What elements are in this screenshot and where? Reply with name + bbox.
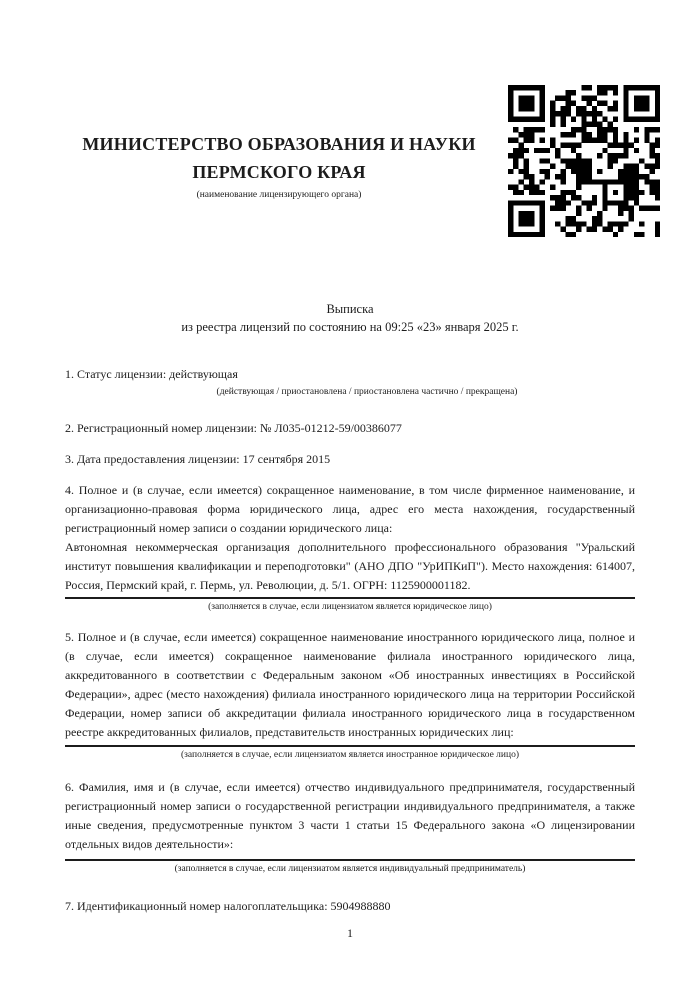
legal-entity-value: Автономная некоммерческая организация дополнительного профессионального образования "Уральский институт повышения квалификации и переподготовки" (АНО ДПО "УрИПКиП"). Место нахождения: 614007, Россия, Пермский край, г. Пермь, ул. Революции, д. 5/1. ОГРН: 1125900001182. (65, 540, 635, 592)
legal-entity-label: 4. Полное и (в случае, если имеется) сокращенное наименование, в том числе фирменное наименование, и организационно-правовая форма юридического лица, адрес его места нахождения, государственный регистрационный номер записи о создании юридического лица: (65, 483, 635, 535)
registration-number-label: 2. Регистрационный номер лицензии: № Л035-01212-59/00386077 (65, 421, 402, 435)
status-options-caption: (действующая / приостановлена / приостановлена частично / прекращена) (216, 387, 518, 397)
foreign-entity-divider (65, 745, 635, 747)
license-status-label: 1. Статус лицензии: действующая (65, 367, 238, 381)
ministry-header (63, 130, 495, 202)
extract-heading (65, 301, 635, 336)
entrepreneur-fill-caption: (заполняется в случае, если лицензиатом является индивидуальный предприниматель) (174, 864, 526, 874)
licensing-authority-caption: (наименование лицензирующего органа) (196, 190, 362, 200)
entrepreneur-divider (65, 859, 635, 861)
entrepreneur-section (65, 778, 635, 875)
grant-date-label: 3. Дата предоставления лицензии: 17 сентября 2015 (65, 452, 331, 466)
legal-entity-section (65, 481, 635, 613)
foreign-entity-section (65, 628, 635, 761)
ministry-name-line2: ПЕРМСКОГО КРАЯ (192, 162, 366, 182)
grant-date-section (65, 451, 635, 467)
inn-label: 7. Идентификационный номер налогоплательщика: 5904988880 (65, 899, 391, 913)
items-list (65, 366, 635, 914)
extract-title: Выписка (326, 302, 374, 316)
legal-entity-fill-caption: (заполняется в случае, если лицензиатом является юридическое лицо) (208, 602, 492, 612)
foreign-entity-fill-caption: (заполняется в случае, если лицензиатом является иностранное юридическое лицо) (181, 750, 519, 760)
registration-number-section (65, 420, 635, 436)
ministry-name-line1: МИНИСТЕРСТВО ОБРАЗОВАНИЯ И НАУКИ (82, 134, 476, 154)
license-status-section (65, 366, 635, 398)
page-number: 1 (347, 926, 353, 940)
qr-code (508, 85, 660, 237)
foreign-entity-label: 5. Полное и (в случае, если имеется) сокращенное наименование иностранного юридического лица, полное и (в случае, если имеется) сокращенное наименование филиала иностранного юридического лица, аккредитованного в соответствии с Федеральным законом «Об иностранных инвестициях в Российской Федерации», адрес (место нахождения) филиала иностранного юридического лица на территории Российской Федерации, номер записи об аккредитации филиала иностранного юридического лица в государственном реестре аккредитованных филиалов, представительств иностранных юридических лиц: (65, 630, 635, 739)
inn-section (65, 898, 635, 914)
entrepreneur-label: 6. Фамилия, имя и (в случае, если имеется) отчество индивидуального предпринимателя, государственный регистрационный номер записи о государственной регистрации индивидуального предпринимателя, а также иные сведения, предусмотренные пунктом 3 части 1 статьи 15 Федерального закона «О лицензировании отдельных видов деятельности»: (65, 780, 635, 851)
extract-subtitle: из реестра лицензий по состоянию на 09:25 «23» января 2025 г. (181, 319, 519, 334)
legal-entity-divider (65, 597, 635, 599)
